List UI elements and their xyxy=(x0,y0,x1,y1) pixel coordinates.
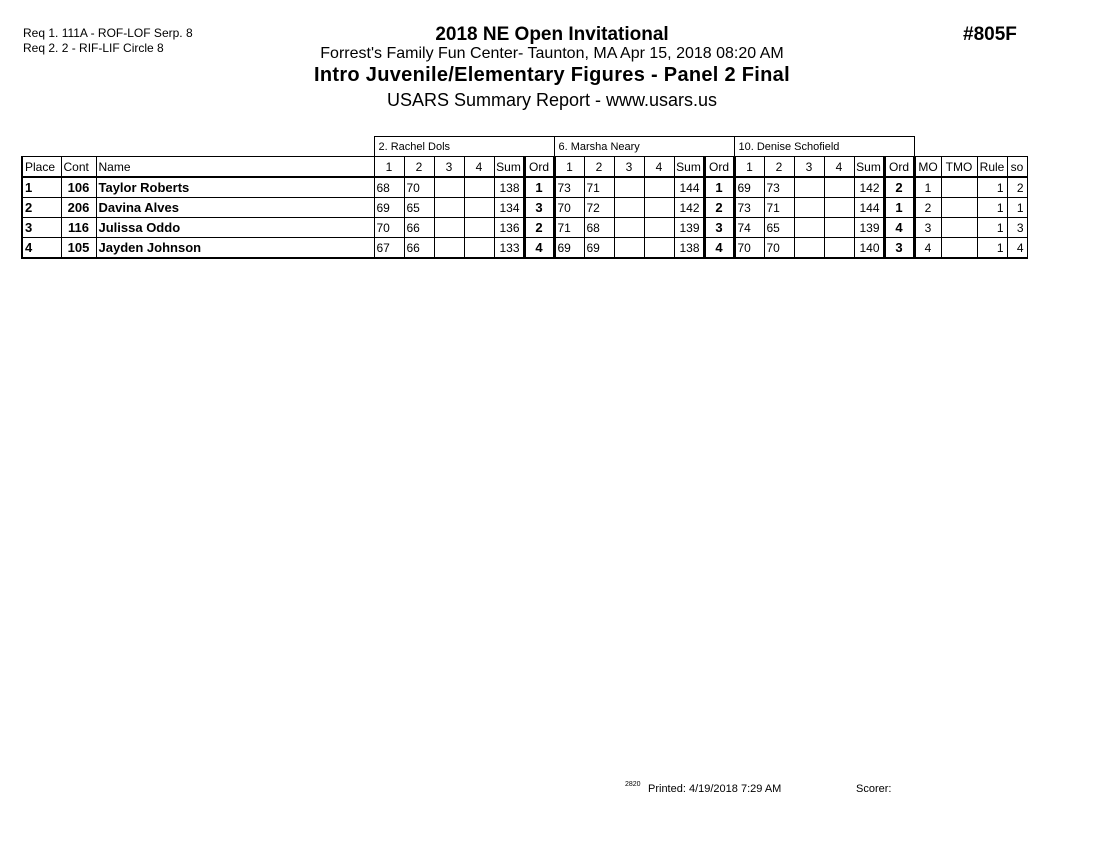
judge-3-sum-cell: 144 xyxy=(854,198,884,218)
col-cont: Cont xyxy=(61,157,96,178)
scorer-label: Scorer: xyxy=(856,783,892,795)
judge-2-score3-cell xyxy=(614,238,644,259)
cont-cell: 106 xyxy=(61,177,96,198)
judge-3-score1-cell: 74 xyxy=(734,218,764,238)
judge-1-score4-cell xyxy=(464,198,494,218)
judge-2-score3-cell xyxy=(614,198,644,218)
judge-2-name: 6. Marsha Neary xyxy=(554,137,734,157)
judge-2-sum-cell: 138 xyxy=(674,238,704,259)
judge-1-sum-cell: 133 xyxy=(494,238,524,259)
printed-timestamp: Printed: 4/19/2018 7:29 AM xyxy=(648,783,782,795)
rule-cell: 1 xyxy=(977,218,1007,238)
mo-cell: 4 xyxy=(914,238,941,259)
event-code: #805F xyxy=(963,24,1017,45)
col-place: Place xyxy=(22,157,61,178)
panel-title: Intro Juvenile/Elementary Figures - Panel 2 Final xyxy=(314,64,790,86)
judge-3-ord-cell: 3 xyxy=(884,238,914,259)
judge-3-score3-cell xyxy=(794,238,824,259)
judge-3-score3-cell xyxy=(794,198,824,218)
tmo-cell xyxy=(941,177,977,198)
judge-2-score1-cell: 71 xyxy=(554,218,584,238)
judge-3-score2-cell: 73 xyxy=(764,177,794,198)
judge-3-score1-cell: 73 xyxy=(734,198,764,218)
col-j2-ord: Ord xyxy=(704,157,734,178)
judge-2-score1-cell: 70 xyxy=(554,198,584,218)
table-row xyxy=(22,198,1027,218)
rule-cell: 1 xyxy=(977,238,1007,259)
cont-cell: 116 xyxy=(61,218,96,238)
judge-1-ord-cell: 4 xyxy=(524,238,554,259)
judge-1-score4-cell xyxy=(464,177,494,198)
tmo-cell xyxy=(941,198,977,218)
col-j3-score4: 4 xyxy=(824,157,854,178)
judge-1-ord-cell: 1 xyxy=(524,177,554,198)
judge-2-score4-cell xyxy=(644,218,674,238)
report-code: 2820 xyxy=(625,781,641,788)
col-mo: MO xyxy=(914,157,941,178)
col-j2-score1: 1 xyxy=(554,157,584,178)
judge-2-score3-cell xyxy=(614,177,644,198)
col-so: so xyxy=(1007,157,1027,178)
results-body xyxy=(22,177,1027,258)
col-name: Name xyxy=(96,157,374,178)
judge-2-score1-cell: 69 xyxy=(554,238,584,259)
judge-2-score2-cell: 72 xyxy=(584,198,614,218)
judge-2-score4-cell xyxy=(644,238,674,259)
so-cell: 4 xyxy=(1007,238,1027,259)
col-j2-score3: 3 xyxy=(614,157,644,178)
judge-2-ord-cell: 4 xyxy=(704,238,734,259)
requirement-2: Req 2. 2 - RIF-LIF Circle 8 xyxy=(23,41,164,55)
judge-1-score4-cell xyxy=(464,218,494,238)
col-j2-sum: Sum xyxy=(674,157,704,178)
col-j1-score1: 1 xyxy=(374,157,404,178)
judge-2-sum-cell: 139 xyxy=(674,218,704,238)
judge-1-score1-cell: 69 xyxy=(374,198,404,218)
table-row xyxy=(22,218,1027,238)
so-cell: 3 xyxy=(1007,218,1027,238)
col-j1-sum: Sum xyxy=(494,157,524,178)
col-j1-score3: 3 xyxy=(434,157,464,178)
col-j1-ord: Ord xyxy=(524,157,554,178)
col-j3-score2: 2 xyxy=(764,157,794,178)
place-cell: 3 xyxy=(22,218,61,238)
event-title: 2018 NE Open Invitational xyxy=(435,24,669,45)
report-title: USARS Summary Report - www.usars.us xyxy=(386,90,718,110)
cont-cell: 206 xyxy=(61,198,96,218)
column-header-row xyxy=(22,157,1027,178)
judge-3-ord-cell: 4 xyxy=(884,218,914,238)
judge-1-ord-cell: 3 xyxy=(524,198,554,218)
judge-3-sum-cell: 139 xyxy=(854,218,884,238)
col-tmo: TMO xyxy=(941,157,977,178)
judge-1-score2-cell: 66 xyxy=(404,218,434,238)
col-j3-ord: Ord xyxy=(884,157,914,178)
judge-3-score3-cell xyxy=(794,177,824,198)
judge-1-score3-cell xyxy=(434,177,464,198)
table-row xyxy=(22,177,1027,198)
judge-2-ord-cell: 3 xyxy=(704,218,734,238)
rule-cell: 1 xyxy=(977,177,1007,198)
judge-1-name: 2. Rachel Dols xyxy=(374,137,554,157)
event-location: Forrest's Family Fun Center- Taunton, MA Apr 15, 2018 08:20 AM xyxy=(320,45,784,62)
judge-2-score2-cell: 69 xyxy=(584,238,614,259)
judge-1-sum-cell: 138 xyxy=(494,177,524,198)
judge-3-sum-cell: 140 xyxy=(854,238,884,259)
name-cell: Taylor Roberts xyxy=(96,177,374,198)
mo-cell: 3 xyxy=(914,218,941,238)
col-rule: Rule xyxy=(977,157,1007,178)
judge-3-score2-cell: 71 xyxy=(764,198,794,218)
judge-2-ord-cell: 2 xyxy=(704,198,734,218)
col-j3-score3: 3 xyxy=(794,157,824,178)
judge-3-score3-cell xyxy=(794,218,824,238)
col-j2-score4: 4 xyxy=(644,157,674,178)
name-cell: Davina Alves xyxy=(96,198,374,218)
judge-1-score1-cell: 68 xyxy=(374,177,404,198)
judge-3-score2-cell: 70 xyxy=(764,238,794,259)
col-j3-sum: Sum xyxy=(854,157,884,178)
judge-3-name: 10. Denise Schofield xyxy=(734,137,914,157)
judge-1-score4-cell xyxy=(464,238,494,259)
col-j3-score1: 1 xyxy=(734,157,764,178)
judge-1-sum-cell: 134 xyxy=(494,198,524,218)
requirement-1: Req 1. 111A - ROF-LOF Serp. 8 xyxy=(23,26,193,40)
col-j1-score2: 2 xyxy=(404,157,434,178)
place-cell: 1 xyxy=(22,177,61,198)
results-table xyxy=(21,136,1028,259)
place-cell: 2 xyxy=(22,198,61,218)
judge-1-ord-cell: 2 xyxy=(524,218,554,238)
cont-cell: 105 xyxy=(61,238,96,259)
rule-cell: 1 xyxy=(977,198,1007,218)
judge-3-ord-cell: 2 xyxy=(884,177,914,198)
judge-3-score4-cell xyxy=(824,218,854,238)
judge-2-sum-cell: 144 xyxy=(674,177,704,198)
judge-2-ord-cell: 1 xyxy=(704,177,734,198)
judge-1-score3-cell xyxy=(434,218,464,238)
name-cell: Jayden Johnson xyxy=(96,238,374,259)
judge-2-score2-cell: 71 xyxy=(584,177,614,198)
judge-1-sum-cell: 136 xyxy=(494,218,524,238)
judge-3-score4-cell xyxy=(824,238,854,259)
tmo-cell xyxy=(941,238,977,259)
judge-2-score4-cell xyxy=(644,198,674,218)
judge-1-score1-cell: 70 xyxy=(374,218,404,238)
judge-1-score2-cell: 65 xyxy=(404,198,434,218)
judge-2-score2-cell: 68 xyxy=(584,218,614,238)
judge-2-score1-cell: 73 xyxy=(554,177,584,198)
judge-3-sum-cell: 142 xyxy=(854,177,884,198)
so-cell: 1 xyxy=(1007,198,1027,218)
so-cell: 2 xyxy=(1007,177,1027,198)
judge-3-score4-cell xyxy=(824,198,854,218)
judge-header-row xyxy=(22,137,1027,157)
judge-1-score1-cell: 67 xyxy=(374,238,404,259)
name-cell: Julissa Oddo xyxy=(96,218,374,238)
mo-cell: 1 xyxy=(914,177,941,198)
judge-3-score1-cell: 69 xyxy=(734,177,764,198)
judge-1-score3-cell xyxy=(434,198,464,218)
judge-1-score2-cell: 70 xyxy=(404,177,434,198)
judge-3-score1-cell: 70 xyxy=(734,238,764,259)
judge-3-score2-cell: 65 xyxy=(764,218,794,238)
judge-1-score3-cell xyxy=(434,238,464,259)
judge-2-score3-cell xyxy=(614,218,644,238)
judge-3-ord-cell: 1 xyxy=(884,198,914,218)
col-j2-score2: 2 xyxy=(584,157,614,178)
judge-2-score4-cell xyxy=(644,177,674,198)
place-cell: 4 xyxy=(22,238,61,259)
table-row xyxy=(22,238,1027,259)
mo-cell: 2 xyxy=(914,198,941,218)
col-j1-score4: 4 xyxy=(464,157,494,178)
judge-1-score2-cell: 66 xyxy=(404,238,434,259)
judge-2-sum-cell: 142 xyxy=(674,198,704,218)
tmo-cell xyxy=(941,218,977,238)
judge-3-score4-cell xyxy=(824,177,854,198)
